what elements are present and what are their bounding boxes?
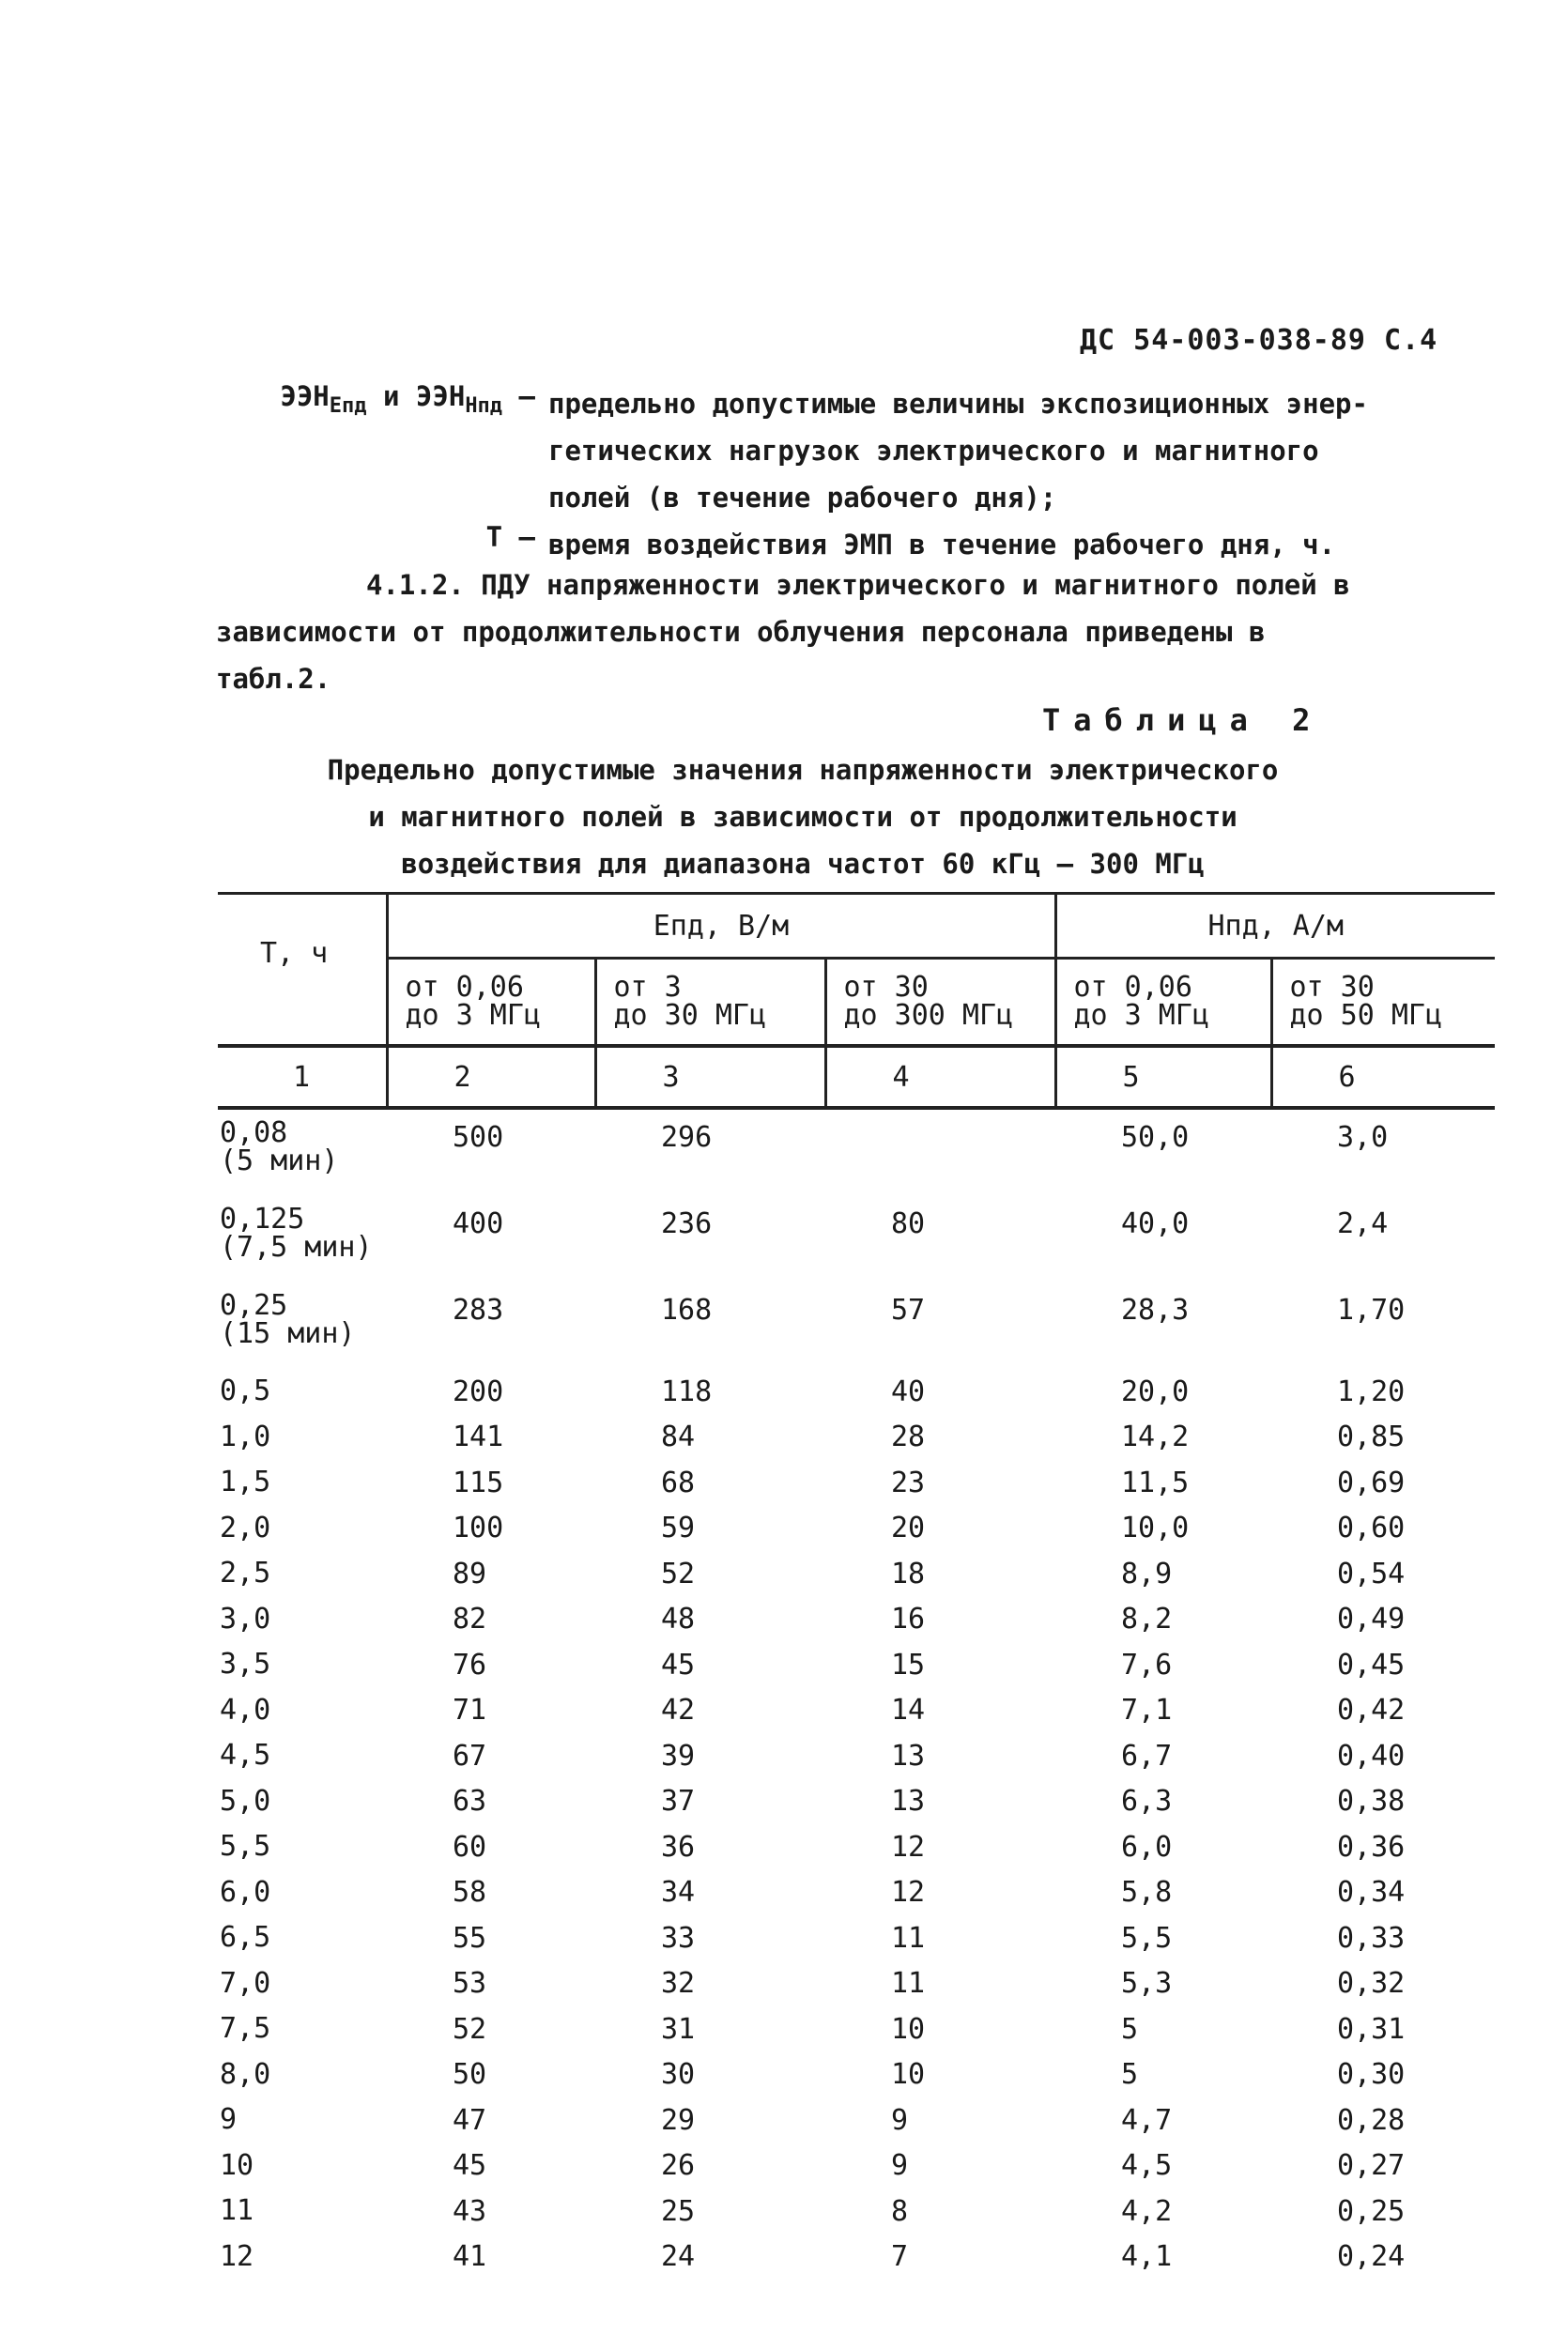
cell-value: 45: [453, 2149, 487, 2183]
header-group-h: Нпд, А/м: [1055, 894, 1495, 959]
cell-value: 89: [453, 1557, 487, 1590]
cell-value: 13: [891, 1785, 926, 1819]
cell-value: 63: [453, 1785, 487, 1819]
cell-value: 25: [661, 2194, 696, 2228]
term-b: ЭЭН: [415, 380, 466, 412]
table-row: [218, 1733, 1495, 1779]
cell-value: 43: [453, 2194, 487, 2228]
time-note: (5 мин): [220, 1144, 339, 1177]
caption-line: воздействия для диапазона частот 60 кГц – 300 МГц: [401, 848, 1205, 880]
cell-value: 7: [891, 2240, 909, 2274]
cell-value: 10: [891, 2012, 926, 2046]
cell-value: 2,4: [1337, 1207, 1389, 1240]
cell-value: 10: [891, 2058, 926, 2092]
cell-value: 0,34: [1337, 1876, 1406, 1910]
cell-value: 59: [661, 1512, 696, 1545]
cell-value: 0,33: [1337, 1921, 1406, 1955]
table-row: [218, 2097, 1495, 2143]
cell-value: 33: [661, 1921, 696, 1955]
table-caption: [216, 746, 1390, 887]
term-t: Т: [485, 521, 503, 553]
time-value: 3,5: [220, 1648, 271, 1682]
cell-value: 0,30: [1337, 2058, 1406, 2092]
cell-value: 20,0: [1121, 1375, 1190, 1408]
table-row: [218, 2052, 1495, 2098]
table-row: [218, 1369, 1495, 1415]
cell-time: [218, 1870, 387, 1916]
cell-time: [218, 2097, 387, 2143]
cell-value: 283: [453, 1294, 504, 1327]
term-a: ЭЭН: [280, 380, 330, 412]
cell-value: 7,1: [1121, 1694, 1173, 1728]
column-number: 6: [1271, 1046, 1495, 1108]
document-code: ДС 54-003-038-89 С.4: [1080, 324, 1438, 357]
table-row: [218, 1283, 1495, 1369]
column-number: 2: [387, 1046, 595, 1108]
definitions: [216, 380, 1502, 568]
table-body: [218, 1108, 1495, 2280]
term-dash: –: [518, 380, 535, 412]
time-value: 12: [220, 2239, 254, 2273]
cell-value: 3,0: [1337, 1121, 1389, 1154]
column-number: 5: [1055, 1046, 1271, 1108]
time-value: 0,5: [220, 1375, 271, 1408]
subheader: [825, 959, 1055, 1047]
subheader-line: до 50 МГц: [1289, 999, 1443, 1032]
time-value: 1,0: [220, 1420, 271, 1453]
cell-value: 8,9: [1121, 1557, 1173, 1590]
table-row: [218, 1415, 1495, 1461]
cell-value: 0,28: [1337, 2103, 1406, 2137]
caption-line: и магнитного полей в зависимости от продолжительности: [368, 801, 1237, 833]
table-row: [218, 1915, 1495, 1961]
time-value: 3,0: [220, 1602, 271, 1636]
subheader: [595, 959, 825, 1047]
time-value: 4,5: [220, 1739, 271, 1773]
cell-value: 5,3: [1121, 1967, 1173, 2001]
cell-time: [218, 1642, 387, 1688]
cell-value: 9: [891, 2103, 909, 2137]
time-value: 6,0: [220, 1875, 271, 1909]
cell-value: 12: [891, 1876, 926, 1910]
cell-value: 11: [891, 1921, 926, 1955]
cell-value: 68: [661, 1466, 696, 1499]
definition-text: [548, 380, 1502, 521]
subheader-line: от 0,06: [1073, 971, 1192, 1004]
cell-time: [218, 1733, 387, 1779]
cell-value: 0,31: [1337, 2012, 1406, 2046]
cell-value: 14: [891, 1694, 926, 1728]
cell-value: 4,7: [1121, 2103, 1173, 2137]
cell-value: 6,7: [1121, 1739, 1173, 1773]
cell-time: [218, 1961, 387, 2007]
cell-value: 7,6: [1121, 1648, 1173, 1682]
cell-value: 6,0: [1121, 1830, 1173, 1864]
table-row: [218, 1642, 1495, 1688]
paragraph-4-1-2: [216, 561, 1502, 702]
table-row: [218, 1108, 1495, 1196]
table-row: [218, 1597, 1495, 1643]
cell-value: 9: [891, 2149, 909, 2183]
cell-value: 67: [453, 1739, 487, 1773]
subheader: [1271, 959, 1495, 1047]
cell-value: 52: [661, 1557, 696, 1590]
column-number: 4: [825, 1046, 1055, 1108]
definition-line: гетических нагрузок электрического и магнитного: [548, 435, 1319, 467]
cell-value: 141: [453, 1421, 504, 1454]
cell-time: [218, 2189, 387, 2235]
table-row: [218, 2143, 1495, 2189]
cell-time: [218, 1551, 387, 1597]
time-value: 5,5: [220, 1830, 271, 1864]
cell-value: 115: [453, 1466, 504, 1499]
cell-time: [218, 1108, 387, 1196]
cell-value: 18: [891, 1557, 926, 1590]
cell-time: [218, 1597, 387, 1643]
cell-time: [218, 1779, 387, 1825]
subheader-line: до 3 МГц: [405, 999, 541, 1032]
cell-time: [218, 1196, 387, 1283]
cell-value: 47: [453, 2103, 487, 2137]
cell-value: 32: [661, 1967, 696, 2001]
cell-value: 50,0: [1121, 1121, 1190, 1154]
definition-line: предельно допустимые величины экспозиционных энер-: [548, 388, 1368, 420]
caption-line: Предельно допустимые значения напряженности электрического: [327, 754, 1279, 786]
table-row: [218, 2189, 1495, 2235]
table-row: [218, 2235, 1495, 2281]
cell-value: [825, 1108, 1055, 1196]
cell-value: 39: [661, 1739, 696, 1773]
cell-value: 76: [453, 1648, 487, 1682]
cell-value: 60: [453, 1830, 487, 1864]
header-t: Т, ч: [218, 894, 387, 1047]
cell-value: 24: [661, 2240, 696, 2274]
header-group-e: Епд, В/м: [387, 894, 1055, 959]
cell-value: 8,2: [1121, 1603, 1173, 1636]
time-value: 11: [220, 2194, 254, 2228]
cell-value: 0,54: [1337, 1557, 1406, 1590]
paragraph-line: табл.2.: [216, 663, 331, 695]
cell-value: 37: [661, 1785, 696, 1819]
column-number: 1: [218, 1046, 387, 1108]
table-row: [218, 1196, 1495, 1283]
cell-value: 0,42: [1337, 1694, 1406, 1728]
cell-value: 34: [661, 1876, 696, 1910]
cell-value: 0,49: [1337, 1603, 1406, 1636]
cell-value: 0,40: [1337, 1739, 1406, 1773]
cell-value: 42: [661, 1694, 696, 1728]
cell-time: [218, 1506, 387, 1552]
table-row: [218, 1551, 1495, 1597]
cell-time: [218, 2006, 387, 2052]
cell-value: 80: [891, 1207, 926, 1240]
cell-value: 50: [453, 2058, 487, 2092]
cell-time: [218, 1415, 387, 1461]
cell-value: 13: [891, 1739, 926, 1773]
cell-value: 26: [661, 2149, 696, 2183]
subheader-line: до 30 МГц: [613, 999, 767, 1032]
cell-value: 0,32: [1337, 1967, 1406, 2001]
cell-value: 4,1: [1121, 2240, 1173, 2274]
cell-value: 1,20: [1337, 1375, 1406, 1408]
cell-value: 58: [453, 1876, 487, 1910]
definition-term: [216, 380, 548, 521]
time-value: 6,5: [220, 1921, 271, 1955]
time-value: 1,5: [220, 1466, 271, 1499]
time-value: 7,5: [220, 2012, 271, 2046]
cell-value: 45: [661, 1648, 696, 1682]
cell-value: 400: [453, 1207, 504, 1240]
cell-time: [218, 2143, 387, 2189]
cell-time: [218, 1915, 387, 1961]
cell-value: 53: [453, 1967, 487, 2001]
table-row: [218, 1870, 1495, 1916]
time-note: (7,5 мин): [220, 1231, 373, 1264]
cell-value: 15: [891, 1648, 926, 1682]
time-value: 5,0: [220, 1784, 271, 1818]
cell-value: 84: [661, 1421, 696, 1454]
cell-value: 14,2: [1121, 1421, 1190, 1454]
cell-value: 57: [891, 1294, 926, 1327]
cell-value: 55: [453, 1921, 487, 1955]
cell-value: 5: [1121, 2012, 1139, 2046]
time-value: 10: [220, 2148, 254, 2182]
cell-value: 20: [891, 1512, 926, 1545]
table-row: [218, 1779, 1495, 1825]
time-value: 0,08: [220, 1116, 288, 1149]
cell-value: 30: [661, 2058, 696, 2092]
table-row: [218, 1688, 1495, 1734]
cell-time: [218, 1283, 387, 1369]
cell-time: [218, 1824, 387, 1870]
cell-value: 200: [453, 1375, 504, 1408]
column-number: 3: [595, 1046, 825, 1108]
subheader-line: до 3 МГц: [1073, 999, 1209, 1032]
cell-value: 8: [891, 2194, 909, 2228]
cell-time: [218, 1688, 387, 1734]
cell-value: 0,24: [1337, 2240, 1406, 2274]
time-value: 7,0: [220, 1966, 271, 2000]
cell-value: 236: [661, 1207, 713, 1240]
cell-value: 1,70: [1337, 1294, 1406, 1327]
cell-value: 5,5: [1121, 1921, 1173, 1955]
cell-value: 100: [453, 1512, 504, 1545]
cell-value: 118: [661, 1375, 713, 1408]
cell-value: 52: [453, 2012, 487, 2046]
cell-value: 4,2: [1121, 2194, 1173, 2228]
subheader-line: от 0,06: [405, 971, 524, 1004]
time-value: 2,0: [220, 1511, 271, 1544]
table-row: [218, 2006, 1495, 2052]
cell-value: 23: [891, 1466, 926, 1499]
time-value: 4,0: [220, 1693, 271, 1727]
cell-value: 71: [453, 1694, 487, 1728]
cell-value: 16: [891, 1603, 926, 1636]
definition-line: время воздействия ЭМП в течение рабочего дня, ч.: [548, 529, 1336, 561]
time-value: 9: [220, 2103, 238, 2137]
subheader: [387, 959, 595, 1047]
cell-value: 12: [891, 1830, 926, 1864]
table-row: [218, 1506, 1495, 1552]
cell-value: 0,60: [1337, 1512, 1406, 1545]
cell-time: [218, 1460, 387, 1506]
subheader-line: до 300 МГц: [843, 999, 1014, 1032]
cell-value: 31: [661, 2012, 696, 2046]
cell-time: [218, 2235, 387, 2281]
cell-value: 28: [891, 1421, 926, 1454]
table-row: [218, 1824, 1495, 1870]
cell-value: 5,8: [1121, 1876, 1173, 1910]
subheader-line: от 30: [843, 971, 929, 1004]
cell-value: 0,27: [1337, 2149, 1406, 2183]
cell-value: 11: [891, 1967, 926, 2001]
time-note: (15 мин): [220, 1317, 356, 1350]
cell-value: 6,3: [1121, 1785, 1173, 1819]
time-value: 0,125: [220, 1203, 305, 1236]
cell-value: 28,3: [1121, 1294, 1190, 1327]
cell-value: 296: [661, 1121, 713, 1154]
cell-value: 40: [891, 1375, 926, 1408]
cell-value: 0,36: [1337, 1830, 1406, 1864]
cell-value: 0,85: [1337, 1421, 1406, 1454]
cell-value: 48: [661, 1603, 696, 1636]
cell-value: 0,38: [1337, 1785, 1406, 1819]
time-value: 0,25: [220, 1289, 288, 1322]
cell-value: 36: [661, 1830, 696, 1864]
subheader-line: от 3: [613, 971, 682, 1004]
term-b-sub: Нпд: [465, 393, 503, 418]
time-value: 8,0: [220, 2057, 271, 2091]
term-conj: и: [382, 380, 400, 412]
cell-time: [218, 2052, 387, 2098]
cell-value: 168: [661, 1294, 713, 1327]
cell-value: 0,25: [1337, 2194, 1406, 2228]
cell-value: 4,5: [1121, 2149, 1173, 2183]
cell-time: [218, 1369, 387, 1415]
subheader: [1055, 959, 1271, 1047]
subheader-line: от 30: [1289, 971, 1375, 1004]
cell-value: 0,45: [1337, 1648, 1406, 1682]
time-value: 2,5: [220, 1557, 271, 1590]
term-a-sub: Епд: [329, 393, 367, 418]
definition-line: полей (в течение рабочего дня);: [548, 482, 1057, 514]
table-row: [218, 1460, 1495, 1506]
cell-value: 41: [453, 2240, 487, 2274]
limits-table: [218, 892, 1495, 2280]
definition-een: [216, 380, 1502, 521]
cell-value: 500: [453, 1121, 504, 1154]
cell-value: 29: [661, 2103, 696, 2137]
cell-value: 0,69: [1337, 1466, 1406, 1499]
table-row: [218, 1961, 1495, 2007]
cell-value: 10,0: [1121, 1512, 1190, 1545]
cell-value: 11,5: [1121, 1466, 1190, 1499]
term-dash: –: [518, 521, 535, 553]
cell-value: 40,0: [1121, 1207, 1190, 1240]
table-label: Таблица 2: [1042, 702, 1324, 738]
cell-value: 82: [453, 1603, 487, 1636]
paragraph-line: зависимости от продолжительности облучения персонала приведены в: [216, 616, 1266, 648]
paragraph-line: 4.1.2. ПДУ напряженности электрического и магнитного полей в: [366, 569, 1350, 601]
cell-value: 5: [1121, 2058, 1139, 2092]
